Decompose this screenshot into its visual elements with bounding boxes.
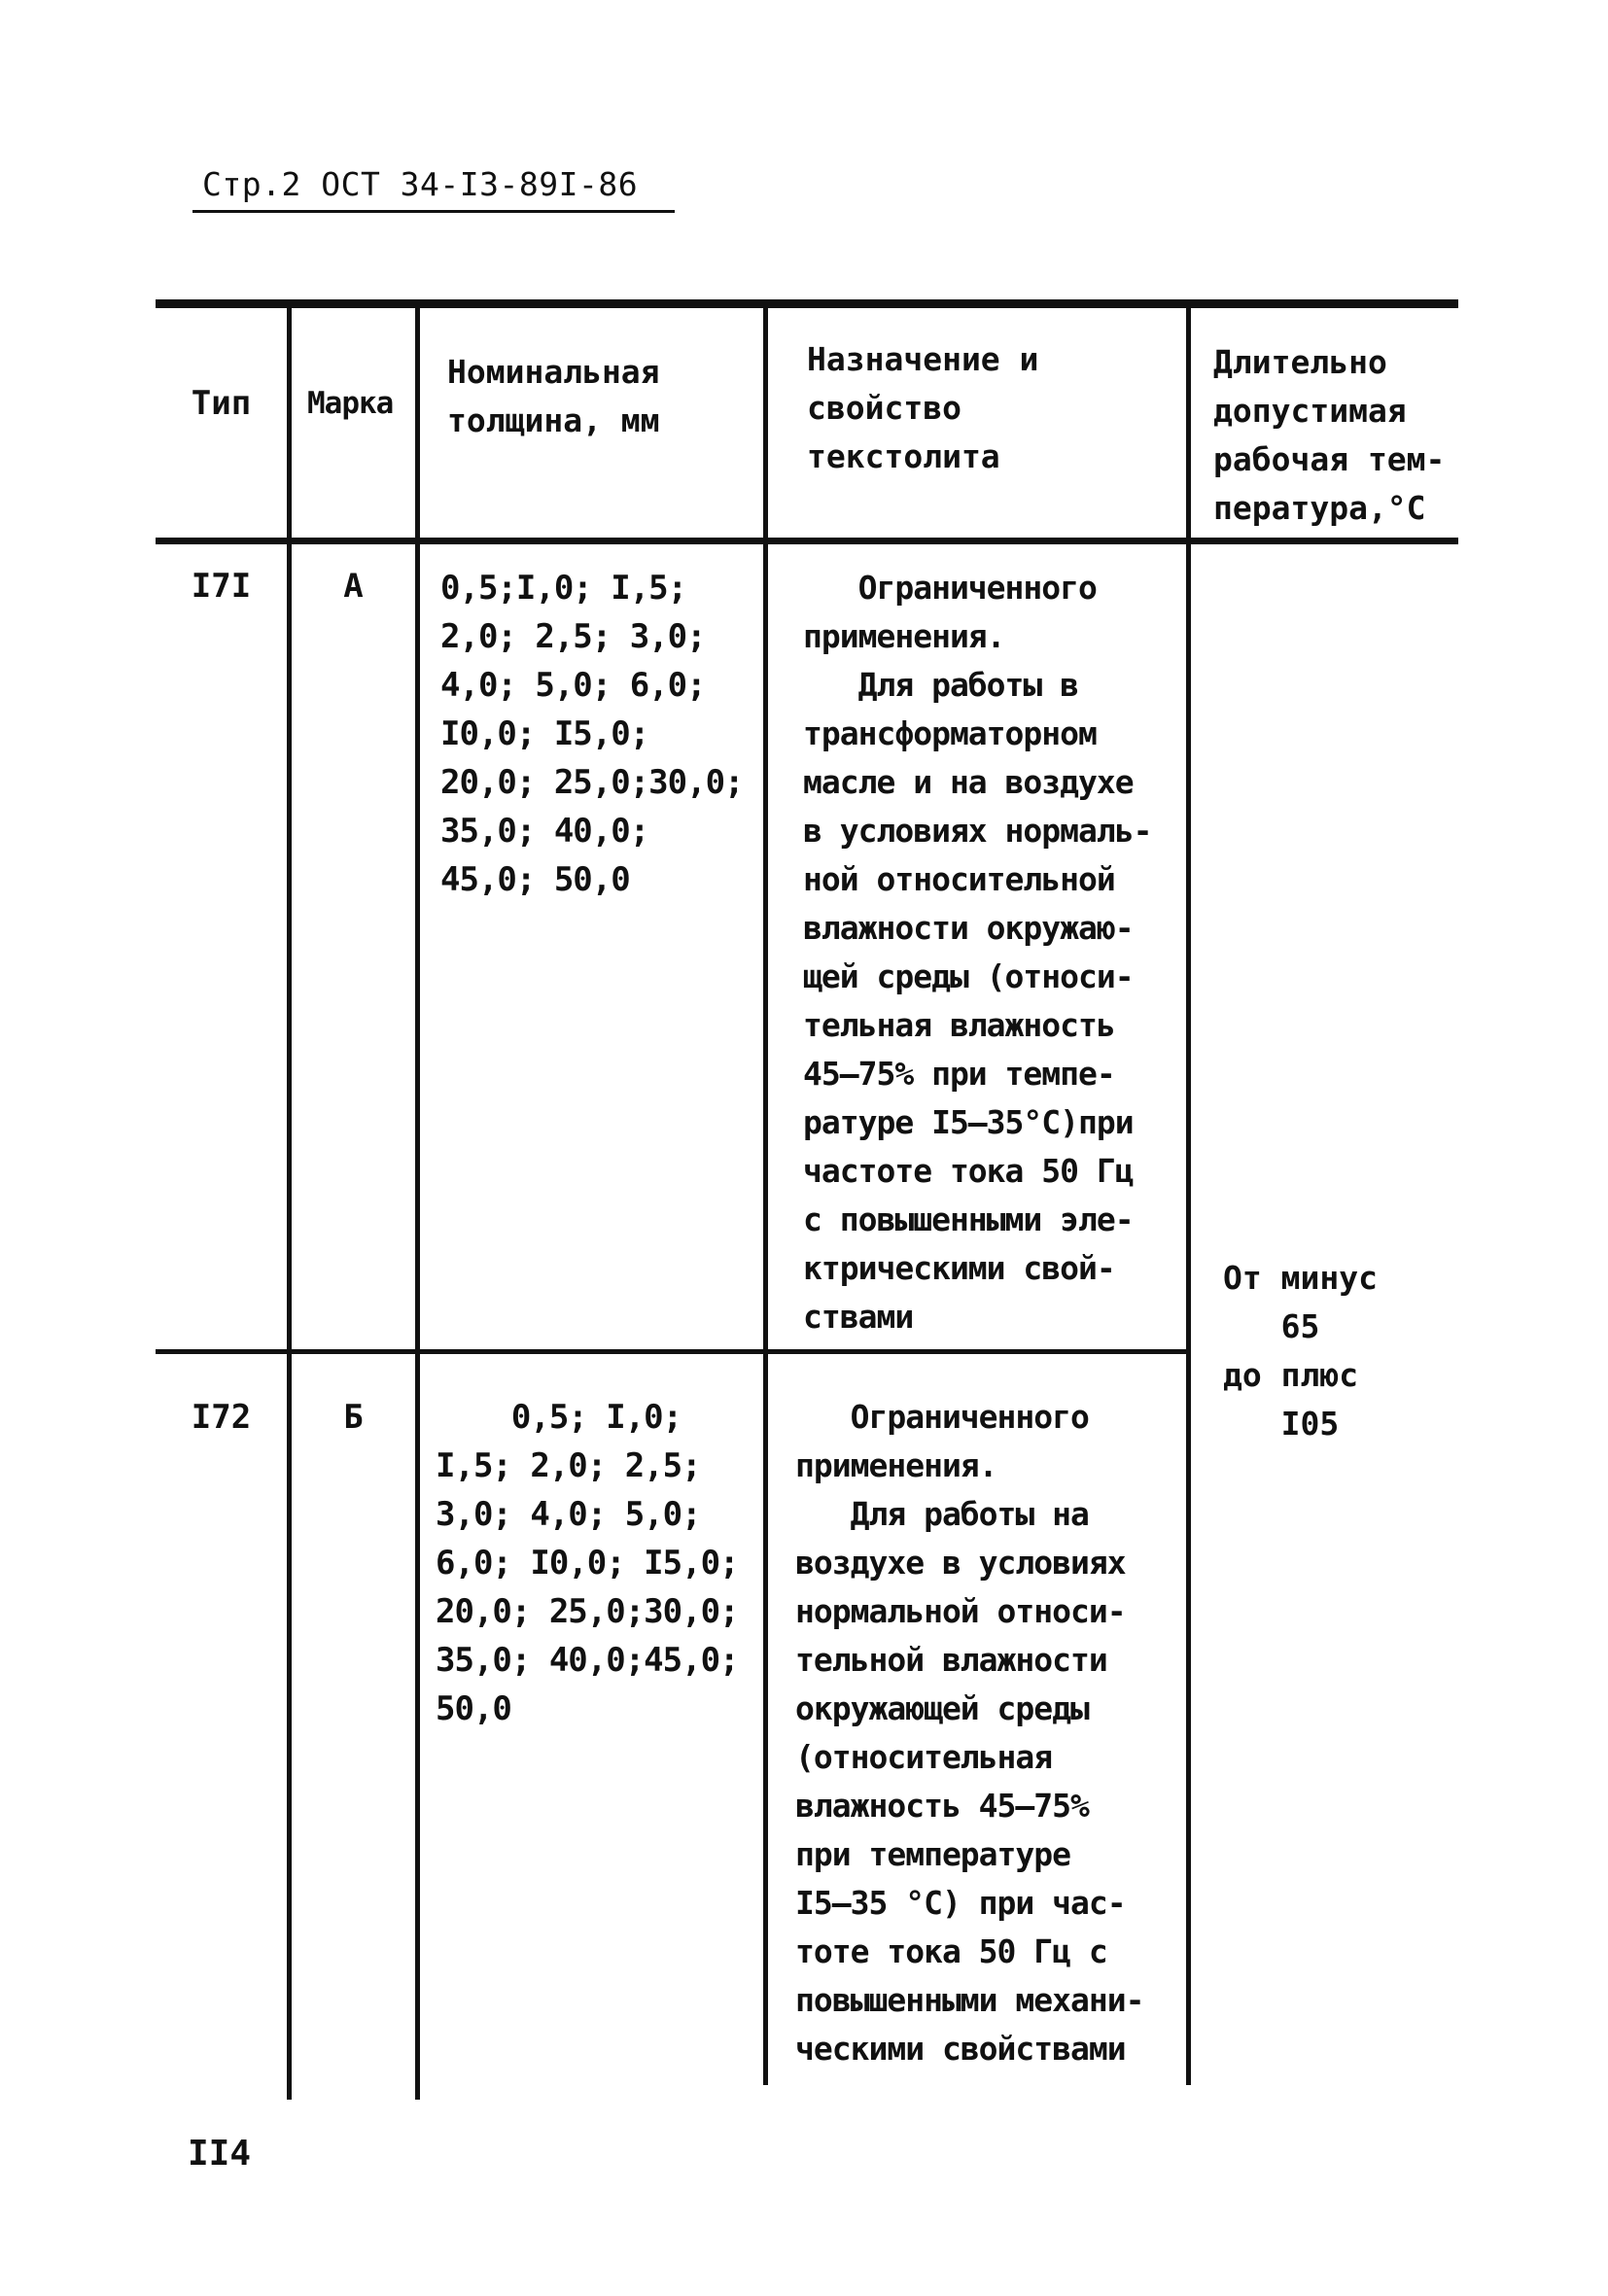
- row-1-thickness: 0,5;I,0; I,5; 2,0; 2,5; 3,0; 4,0; 5,0; 6,0; I0,0; I5,0; 20,0; 25,0;30,0; 35,0; 40,0; 45,0; 50,0: [440, 569, 744, 899]
- column-rule-3: [763, 306, 768, 2085]
- page-number: II4: [188, 2134, 252, 2174]
- row-1-type: I7I: [191, 567, 252, 606]
- table-top-rule: [156, 299, 1458, 308]
- header-underline: [192, 210, 675, 213]
- column-header-grade: Марка: [307, 386, 394, 421]
- column-rule-4-upper: [1186, 306, 1191, 1351]
- column-header-thickness: Номинальная толщина, мм: [447, 353, 660, 439]
- page-header: Стр.2 ОСТ 34-I3-89I-86: [202, 165, 639, 203]
- header-bottom-rule: [156, 538, 1458, 544]
- row-1-grade: А: [343, 567, 364, 606]
- column-header-purpose: Назначение и свойство текстолита: [807, 340, 1039, 475]
- row-2-thickness: 0,5; I,0; I,5; 2,0; 2,5; 3,0; 4,0; 5,0; 6,0; I0,0; I5,0; 20,0; 25,0;30,0; 35,0; 40,0;45,0; 50,0: [436, 1398, 739, 1728]
- row-2-type: I72: [191, 1398, 252, 1437]
- row-divider-rule: [156, 1349, 1191, 1354]
- row-1-purpose: Ограниченного применения. Для работы в трансформаторном масле и на воздухе в условиях нормаль- ной относительной влажности окружаю- щей среды (относи- тельная влажность 45–75% при темпе- ратуре I5–35°С)при частоте тока 50 Гц с повышенными эле- ктрическими свой- ствами: [803, 569, 1152, 1336]
- column-rule-2: [415, 306, 420, 2100]
- temperature-range: От минус 65 до плюс I05: [1223, 1259, 1378, 1443]
- column-header-temperature: Длительно допустимая рабочая тем- пература,°С: [1213, 343, 1446, 527]
- row-2-purpose: Ограниченного применения. Для работы на воздухе в условиях нормальной относи- тельной влажности окружающей среды (относительная влажность 45–75% при температуре I5–35 °С) при час- тоте тока 50 Гц с повышенными механи- ческими свойствами: [795, 1398, 1144, 2068]
- row-2-grade: Б: [343, 1398, 364, 1437]
- column-header-type: Тип: [191, 384, 252, 423]
- column-rule-4-lower: [1186, 1351, 1191, 2085]
